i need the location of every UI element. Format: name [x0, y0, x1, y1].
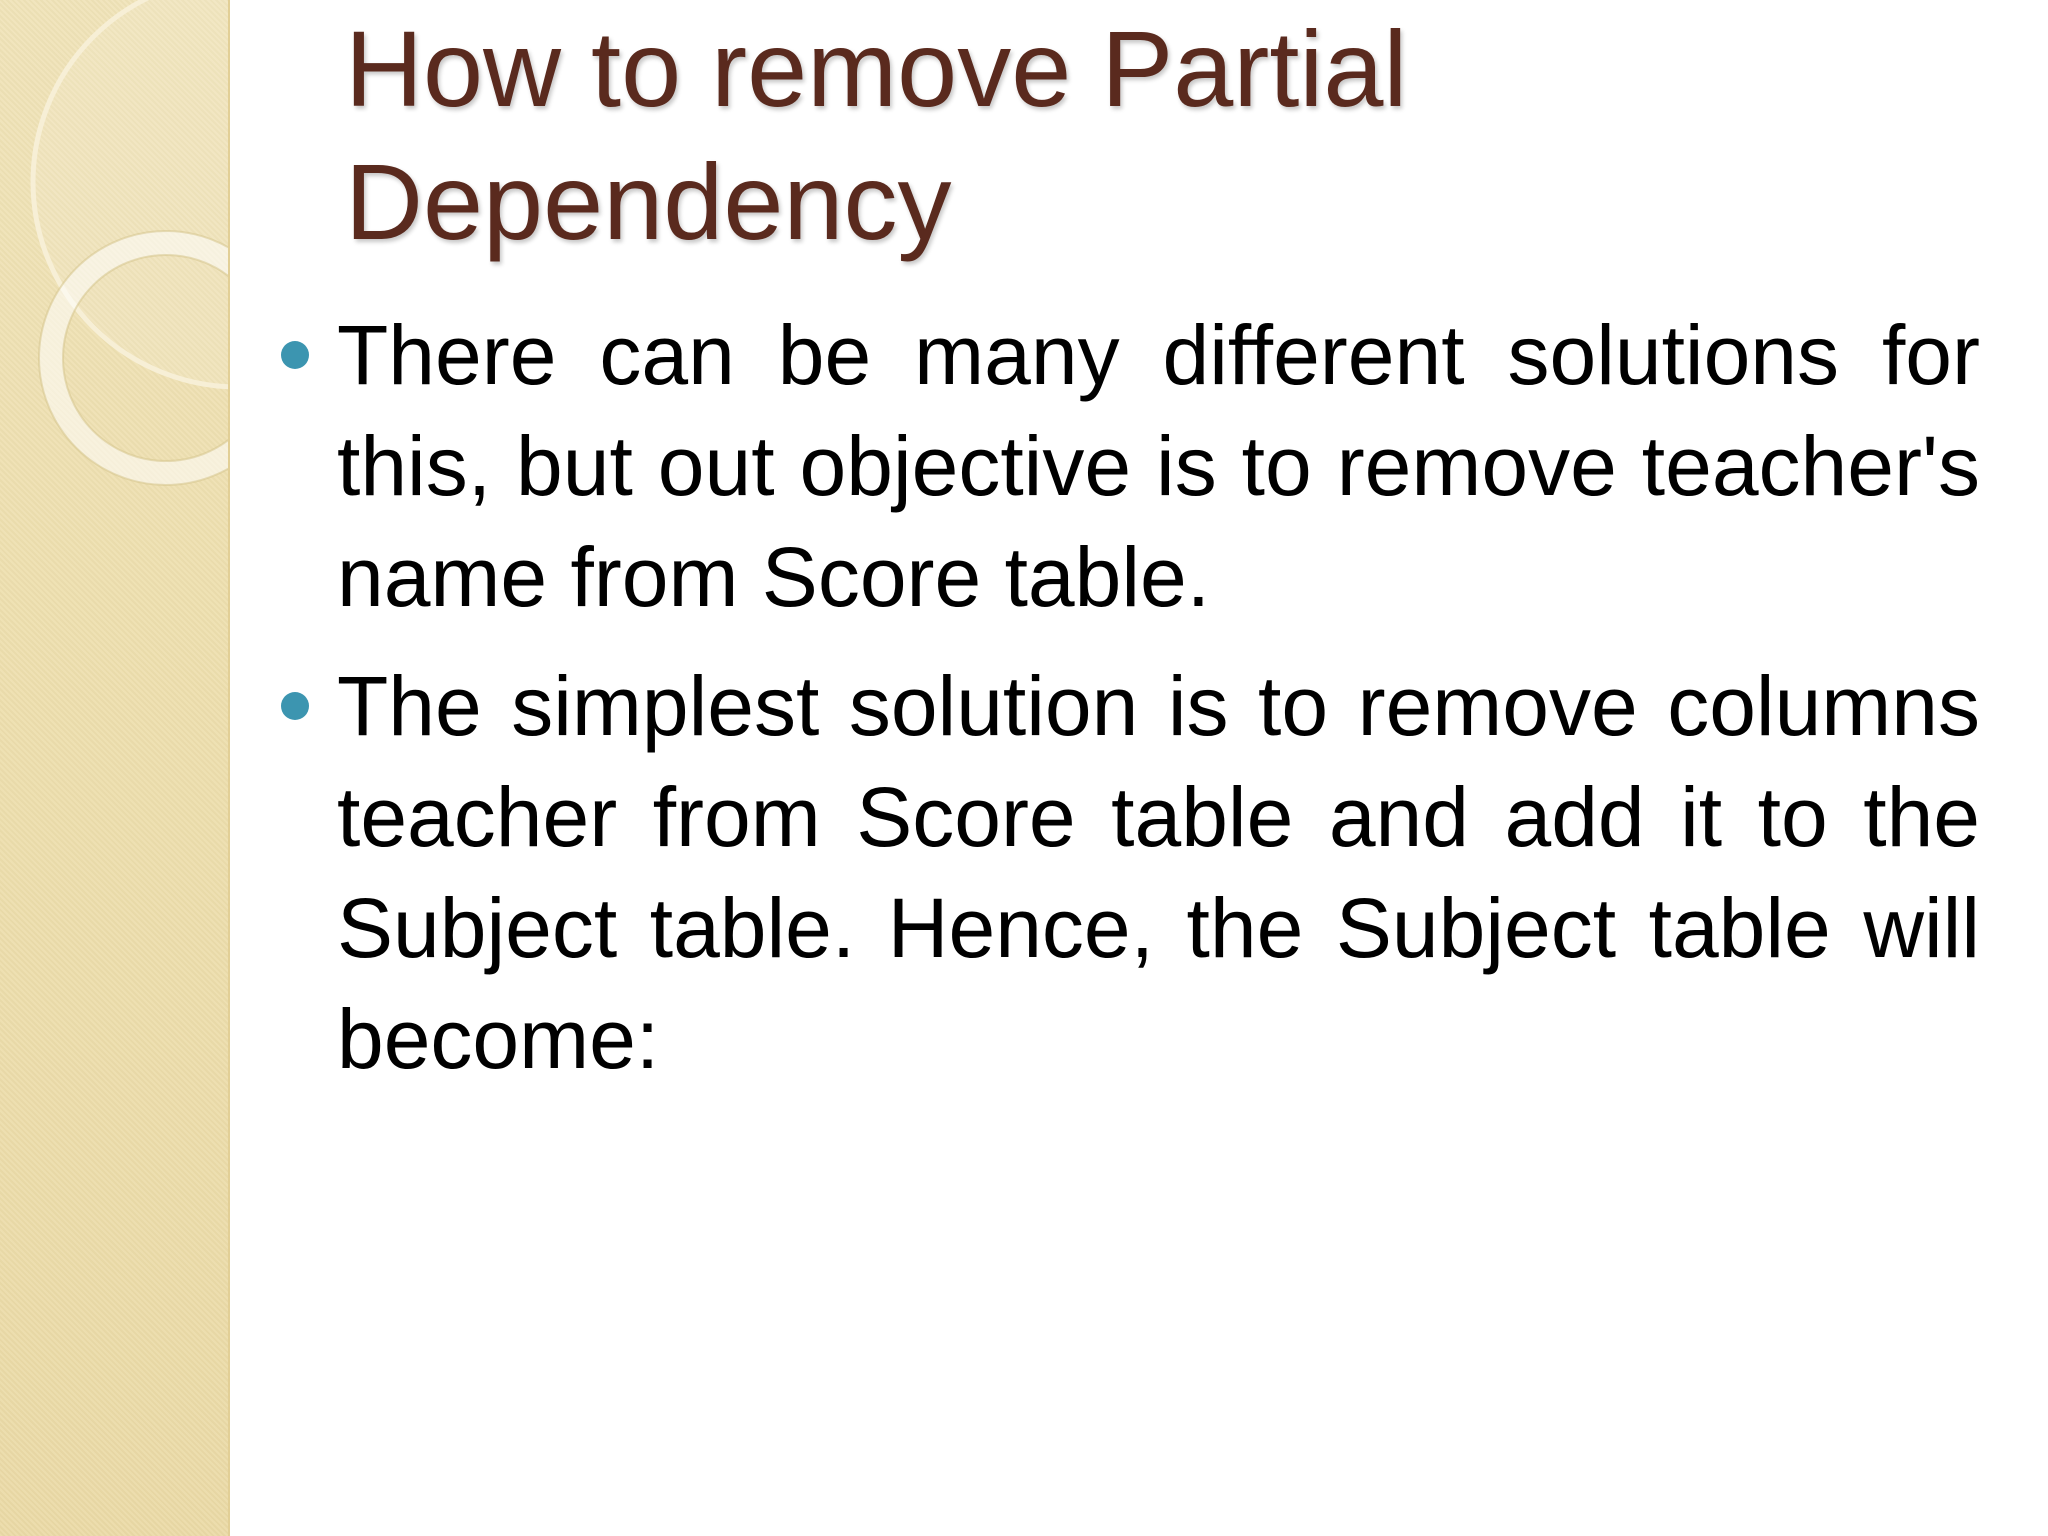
bullet-item	[337, 300, 1980, 633]
bullet-dot-icon	[281, 692, 309, 720]
decorative-sidebar	[0, 0, 230, 1536]
bullet-list	[337, 300, 1980, 1113]
slide-title: How to remove Partial Dependency	[345, 8, 1408, 262]
decorative-circles-icon	[0, 0, 228, 520]
bullet-text: The simplest solution is to remove columns teacher from Score table and add it to the Subject table. Hence, the Subject table will become:	[337, 659, 1980, 1086]
bullet-item	[337, 651, 1980, 1095]
bullet-dot-icon	[281, 341, 309, 369]
bullet-text: There can be many different solutions for this, but out objective is to remove teacher's name from Score table.	[337, 308, 1980, 624]
